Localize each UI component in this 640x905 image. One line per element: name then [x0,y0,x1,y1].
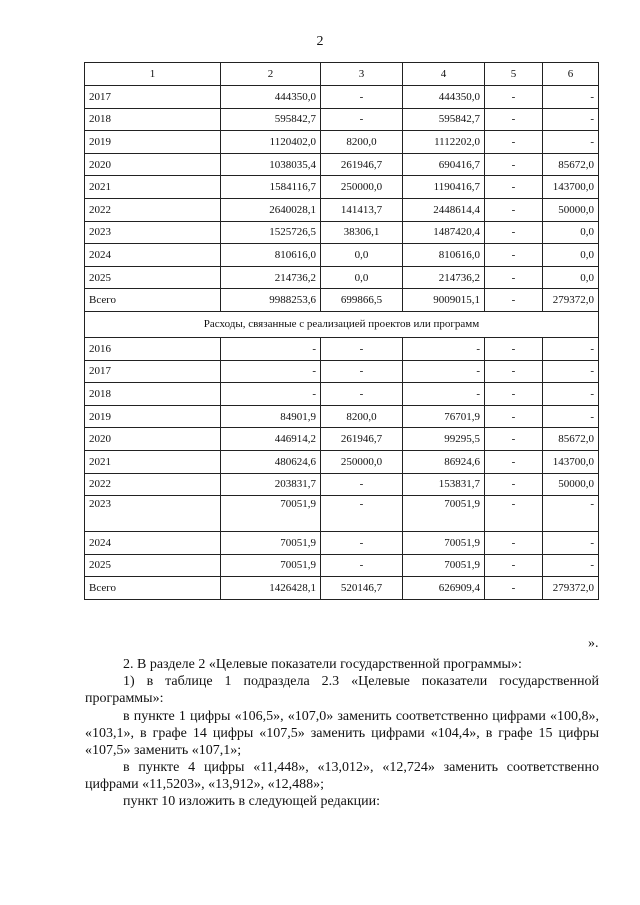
table-cell: - [543,360,599,383]
table-cell: - [543,131,599,154]
table-cell: 2018 [85,108,221,131]
table-cell: - [543,86,599,109]
table-cell: - [543,554,599,577]
table-cell: 2025 [85,266,221,289]
table-cell: 214736,2 [221,266,321,289]
table-cell: 70051,9 [403,554,485,577]
table-cell: 1487420,4 [403,221,485,244]
table-cell: 203831,7 [221,473,321,496]
table-cell: 84901,9 [221,405,321,428]
table-cell: 214736,2 [403,266,485,289]
table-header-row [85,63,599,86]
table-cell: 2020 [85,428,221,451]
paragraph-item-1: в пункте 1 цифры «106,5», «107,0» заменить соответственно цифрами «100,8», «103,1», в графе 14 цифры «107,5» заменить цифрами «104,4», в графе 15 цифры «107,5» заменить «107,1»; [85,709,599,758]
table-row [85,496,599,532]
table-cell: 2018 [85,383,221,406]
table-cell: 0,0 [321,266,403,289]
table-cell: 99295,5 [403,428,485,451]
table-cell: 1112202,0 [403,131,485,154]
table-cell: 76701,9 [403,405,485,428]
table-cell: - [321,473,403,496]
table-cell: - [543,108,599,131]
table-cell: Всего [85,289,221,312]
table-cell: - [485,383,543,406]
table-cell: 9009015,1 [403,289,485,312]
table-cell: - [485,532,543,555]
table-cell: - [485,266,543,289]
table-cell: 1584116,7 [221,176,321,199]
budget-table [84,62,599,600]
table-cell: 153831,7 [403,473,485,496]
table-cell: - [485,450,543,473]
table-cell: - [321,86,403,109]
table-cell: - [321,496,403,532]
table-row [85,554,599,577]
table-header-cell: 5 [485,63,543,86]
table-cell: 2640028,1 [221,198,321,221]
table-cell: 2017 [85,360,221,383]
table-cell: 0,0 [321,244,403,267]
table-cell: 2024 [85,244,221,267]
table-cell: - [321,337,403,360]
table-cell: - [485,176,543,199]
table-row [85,86,599,109]
table-cell: 690416,7 [403,153,485,176]
table-cell: 626909,4 [403,577,485,600]
table-row [85,337,599,360]
table-cell: - [403,337,485,360]
table-cell: 8200,0 [321,131,403,154]
table-header-cell: 4 [403,63,485,86]
table-row [85,289,599,312]
table-row [85,153,599,176]
table-cell: 595842,7 [403,108,485,131]
table-cell: - [485,360,543,383]
table-row [85,360,599,383]
table-cell: 2024 [85,532,221,555]
table-cell: 0,0 [543,266,599,289]
table-row [85,428,599,451]
table-cell: - [221,337,321,360]
table-cell: - [485,473,543,496]
table-header-cell: 2 [221,63,321,86]
table-cell: 70051,9 [221,496,321,532]
table-cell: - [485,577,543,600]
table-cell: 444350,0 [221,86,321,109]
paragraph-item-10: пункт 10 изложить в следующей редакции: [123,794,380,809]
table-cell: 2019 [85,405,221,428]
table-header-cell: 6 [543,63,599,86]
table-cell: - [485,221,543,244]
table-cell: 1426428,1 [221,577,321,600]
table-cell: 0,0 [543,221,599,244]
table-cell: - [403,383,485,406]
table-cell: 595842,7 [221,108,321,131]
table-cell: 2016 [85,337,221,360]
table-cell: - [321,360,403,383]
table-cell: 8200,0 [321,405,403,428]
table-row [85,532,599,555]
table-cell: - [543,337,599,360]
table-row [85,383,599,406]
table-cell: - [485,405,543,428]
table-header-cell: 1 [85,63,221,86]
table-cell: 480624,6 [221,450,321,473]
table-cell: 70051,9 [403,532,485,555]
table-cell: - [403,360,485,383]
table-cell: 9988253,6 [221,289,321,312]
table-cell: 250000,0 [321,176,403,199]
table-cell: 261946,7 [321,153,403,176]
paragraph-table-1: 1) в таблице 1 подраздела 2.3 «Целевые показатели государственной программы»: [85,674,599,706]
paragraph-item-4: в пункте 4 цифры «11,448», «13,012», «12,724» заменить соответственно цифрами «11,5203», «13,912», «12,488»; [85,760,599,792]
table-cell: 2019 [85,131,221,154]
table-cell: 279372,0 [543,289,599,312]
table-cell: - [321,383,403,406]
table-cell: 38306,1 [321,221,403,244]
table-cell: 2022 [85,198,221,221]
table-cell: 70051,9 [221,554,321,577]
table-row [85,221,599,244]
table-cell: 143700,0 [543,176,599,199]
table-cell: 2023 [85,496,221,532]
table-cell: 50000,0 [543,473,599,496]
table-cell: - [485,289,543,312]
table-cell: 250000,0 [321,450,403,473]
table-cell: - [485,198,543,221]
table-cell: - [321,108,403,131]
table-cell: 810616,0 [221,244,321,267]
table-cell: 70051,9 [221,532,321,555]
table-row [85,108,599,131]
table-cell: 446914,2 [221,428,321,451]
table-cell: 2021 [85,450,221,473]
table-row [85,198,599,221]
table-cell: - [543,383,599,406]
table-cell: 85672,0 [543,428,599,451]
table-cell: 141413,7 [321,198,403,221]
table-cell: 520146,7 [321,577,403,600]
table-cell: 86924,6 [403,450,485,473]
table-cell: - [543,496,599,532]
table-cell: 279372,0 [543,577,599,600]
table-cell: - [221,383,321,406]
table-cell: 2022 [85,473,221,496]
table-cell: - [485,86,543,109]
table-row [85,577,599,600]
table-cell: - [485,131,543,154]
table-cell: - [543,532,599,555]
table-cell: 1190416,7 [403,176,485,199]
table-row [85,450,599,473]
closing-quote: ». [588,636,599,651]
table-cell: 1038035,4 [221,153,321,176]
table-cell: 2025 [85,554,221,577]
table-cell: 1120402,0 [221,131,321,154]
table-cell: 50000,0 [543,198,599,221]
table-row [85,266,599,289]
table-cell: - [485,337,543,360]
table-cell: 810616,0 [403,244,485,267]
table-cell: - [221,360,321,383]
paragraph-section-2: 2. В разделе 2 «Целевые показатели государственной программы»: [123,657,522,672]
table-row [85,131,599,154]
section-title: Расходы, связанные с реализацией проектов или программ [85,311,599,337]
table-cell: 143700,0 [543,450,599,473]
table-cell: 2017 [85,86,221,109]
table-cell: - [321,532,403,555]
page-number: 2 [316,34,324,49]
table-cell: 2023 [85,221,221,244]
table-cell: - [485,153,543,176]
table-cell: 85672,0 [543,153,599,176]
table-cell: 2021 [85,176,221,199]
table-cell: 699866,5 [321,289,403,312]
table-cell: - [485,244,543,267]
table-cell: 0,0 [543,244,599,267]
table-cell: - [485,554,543,577]
table-cell: - [543,405,599,428]
section-row [85,311,599,337]
table-row [85,244,599,267]
table-cell: - [485,496,543,532]
table-cell: 2020 [85,153,221,176]
table-header-cell: 3 [321,63,403,86]
table-cell: 1525726,5 [221,221,321,244]
table-cell: 444350,0 [403,86,485,109]
table-row [85,473,599,496]
table-cell: 70051,9 [403,496,485,532]
table-cell: - [485,428,543,451]
table-row [85,405,599,428]
table-cell: 2448614,4 [403,198,485,221]
table-cell: - [485,108,543,131]
table-cell: Всего [85,577,221,600]
table-cell: - [321,554,403,577]
table-row [85,176,599,199]
table-cell: 261946,7 [321,428,403,451]
